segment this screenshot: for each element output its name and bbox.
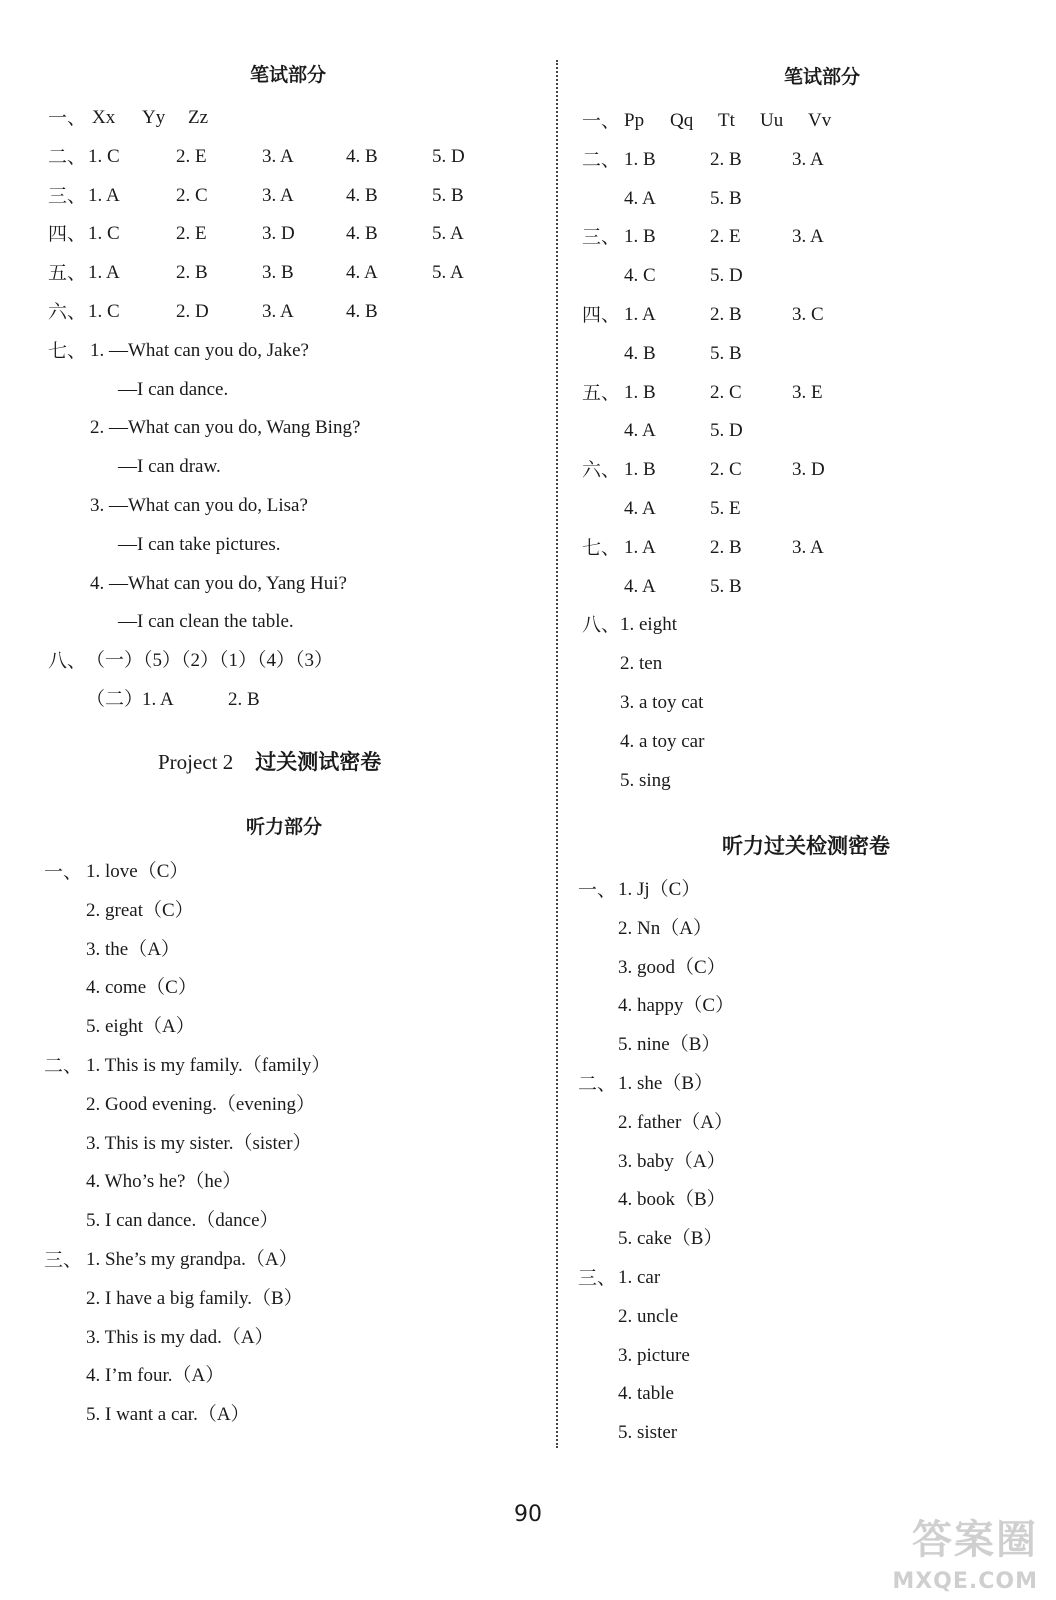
dialogue-line: 3. —What can you do, Lisa? (90, 495, 308, 516)
answer-cell: 4. A (624, 575, 656, 597)
answer-cell: Xx (92, 107, 116, 128)
answer-cell: 3. A (792, 148, 824, 170)
project-title (158, 746, 381, 776)
watermark-logo (888, 1508, 1038, 1594)
answer-line: 1. car (618, 1267, 661, 1288)
question-number: 六、 (48, 301, 87, 323)
answer-cell: 2. E (710, 226, 741, 248)
answer-cell: 5. D (710, 265, 743, 287)
question-number: 八、 (582, 614, 621, 637)
answer-cell: 3. E (792, 381, 823, 403)
question-number: 三、 (582, 226, 621, 249)
answer-cell: 3. A (262, 145, 294, 167)
answer-cell: 4. C (624, 265, 656, 287)
dialogue-line: 2. —What can you do, Wang Bing? (90, 417, 361, 439)
answer-cell: 3. A (792, 226, 824, 248)
dialogue-line: —I can take pictures. (118, 533, 281, 555)
answer-cell: 5. E (710, 498, 741, 519)
question-number: 三、 (44, 1249, 83, 1271)
question-number: 五、 (48, 262, 87, 285)
answer-cell: 5. B (710, 187, 742, 209)
answer-cell: 5. B (710, 575, 742, 597)
answer-line: 2. uncle (618, 1305, 679, 1327)
answer-line: 3. the（A） (86, 938, 180, 960)
answer-cell: 5. A (432, 262, 464, 284)
dialogue-line: —I can dance. (118, 378, 229, 400)
question-number: 一、 (582, 110, 621, 132)
dialogue-line: —I can draw. (118, 456, 221, 478)
question-number: 二、 (582, 148, 621, 171)
question-number: 三、 (578, 1267, 617, 1289)
question-number: 七、 (48, 339, 87, 362)
question-number: 四、 (582, 304, 621, 326)
answer-line: 2. I have a big family.（B） (86, 1287, 303, 1309)
answer-line: 2. father（A） (618, 1111, 734, 1133)
answer-cell: 4. A (624, 420, 656, 442)
dialogue-line: 4. —What can you do, Yang Hui? (90, 572, 347, 594)
answer-cell: 2. B (176, 262, 208, 284)
answer-cell: 3. D (262, 223, 295, 245)
answer-line: 2. great（C） (86, 899, 194, 921)
question-number: 四、 (48, 223, 87, 246)
answer-cell: Zz (188, 107, 209, 128)
section-heading-listening: 听力部分 (246, 816, 323, 838)
answer-cell: 2. C (710, 459, 742, 481)
answer-cell: 1. C (88, 145, 120, 167)
answer-cell: 2. B (228, 689, 260, 710)
answer-line: 5. I can dance.（dance） (86, 1210, 279, 1232)
answer-line: 3. This is my dad.（A） (86, 1326, 274, 1348)
answer-cell: 4. A (624, 498, 656, 519)
question-number: 八、 (48, 650, 87, 673)
answer-cell: 4. B (346, 223, 378, 245)
answer-cell: Yy (142, 107, 166, 128)
answer-line: 5. sing (620, 769, 671, 791)
answer-cell: Pp (624, 110, 645, 131)
answer-cell: 4. B (624, 342, 656, 364)
answer-line: 3. This is my sister.（sister） (86, 1132, 312, 1154)
answer-cell: 2. B (710, 304, 742, 325)
dialogue-line: —I can clean the table. (118, 611, 294, 633)
question-number: 一、 (578, 879, 617, 901)
answer-cell: 5. D (432, 145, 465, 167)
answer-cell: Vv (808, 110, 832, 131)
answer-cell: 1. B (624, 148, 656, 170)
section-heading-written: 笔试部分 (784, 66, 861, 88)
answer-line: 4. come（C） (86, 977, 197, 999)
answer-line: 4. table (618, 1383, 674, 1405)
question-number: 二、 (578, 1073, 617, 1095)
question-number: 五、 (582, 381, 621, 404)
answer-line: 4. a toy car (620, 730, 705, 752)
project-title-en: Project 2 (158, 750, 234, 774)
answer-line: 4. book（B） (618, 1189, 726, 1211)
question-number: 二、 (48, 145, 87, 168)
answer-cell: 5. D (710, 420, 743, 442)
subsection-label: （二） (86, 689, 144, 710)
question-number: 七、 (582, 536, 621, 559)
answer-line: 4. happy（C） (618, 995, 735, 1017)
answer-line: 2. ten (620, 653, 663, 675)
question-number: 一、 (48, 107, 87, 129)
answer-cell: 1. B (624, 381, 656, 403)
answer-cell: 3. B (262, 262, 294, 284)
answer-line: 5. sister (618, 1422, 678, 1444)
answer-line: 3. a toy cat (620, 692, 704, 713)
answer-line: 1. love（C） (86, 861, 189, 882)
answer-cell: 1. C (88, 301, 120, 322)
answer-cell: 3. A (262, 184, 294, 206)
answer-line: 3. picture (618, 1344, 690, 1366)
answer-cell: 5. B (710, 342, 742, 364)
answer-line: 4. I’m four.（A） (86, 1365, 225, 1387)
answer-cell: 1. C (88, 223, 120, 245)
answer-cell: 4. B (346, 184, 378, 206)
answer-cell: 3. A (262, 301, 294, 322)
answer-cell: 1. A (624, 536, 656, 558)
answer-cell: 2. D (176, 301, 209, 322)
answer-line: 4. Who’s he?（he） (86, 1171, 242, 1193)
column-divider (556, 60, 558, 1448)
answer-line: 5. I want a car.（A） (86, 1404, 250, 1426)
answer-cell: Tt (718, 110, 735, 131)
answer-cell: 2. C (710, 381, 742, 403)
question-number: 一、 (44, 861, 83, 883)
answer-cell: 1. B (624, 459, 656, 481)
answer-cell: 4. B (346, 145, 378, 167)
dialogue-line: 1. —What can you do, Jake? (90, 339, 309, 361)
question-number: 二、 (44, 1055, 83, 1077)
answer-cell: Uu (760, 110, 784, 131)
answer-cell: 3. D (792, 459, 825, 481)
answer-line: 2. Nn（A） (618, 917, 712, 939)
answer-cell: 2. E (176, 145, 207, 167)
answer-cell: 1. B (624, 226, 656, 248)
answer-line: 1. Jj（C） (618, 879, 701, 900)
answer-cell: 1. A (624, 304, 656, 325)
question-number: 三、 (48, 184, 87, 207)
answer-cell: 4. A (346, 262, 378, 284)
answer-cell: 3. C (792, 304, 824, 325)
project-title-cn: 过关测试密卷 (255, 750, 382, 774)
answer-cell: 2. B (710, 148, 742, 170)
answer-line: 1. She’s my grandpa.（A） (86, 1249, 298, 1270)
answer-line: 1. she（B） (618, 1073, 714, 1094)
answer-cell: 3. A (792, 536, 824, 558)
watermark-brand: 答案圈 (912, 1517, 1038, 1563)
section-heading-written: 笔试部分 (250, 64, 327, 86)
answer-line: 5. cake（B） (618, 1228, 723, 1250)
answer-cell: 4. B (346, 301, 378, 322)
answer-cell: Qq (670, 110, 694, 131)
answer-cell: 5. B (432, 184, 464, 206)
answer-line: 1. eight (620, 614, 677, 636)
answer-line: 1. This is my family.（family） (86, 1055, 331, 1076)
section-heading-listening-test: 听力过关检测密卷 (722, 834, 890, 858)
answer-cell: 2. B (710, 536, 742, 558)
answer-cell: 5. A (432, 223, 464, 245)
order-answer: （一）（5）（2）（1）（4）（3） (86, 650, 334, 672)
answer-line: 5. eight（A） (86, 1016, 195, 1038)
answer-cell: 1. A (88, 184, 120, 206)
answer-cell: 4. A (624, 187, 656, 209)
answer-line: 3. baby（A） (618, 1150, 726, 1172)
page-number: 90 (514, 1502, 542, 1527)
answer-cell: 2. C (176, 184, 208, 206)
answer-line: 2. Good evening.（evening） (86, 1093, 316, 1115)
answer-line: 5. nine（B） (618, 1034, 721, 1056)
watermark-url: MXQE.COM (892, 1569, 1038, 1594)
answer-cell: 1. A (88, 262, 120, 284)
answer-cell: 1. A (142, 689, 174, 710)
answer-cell: 2. E (176, 223, 207, 245)
question-number: 六、 (582, 459, 621, 482)
answer-line: 3. good（C） (618, 956, 726, 978)
